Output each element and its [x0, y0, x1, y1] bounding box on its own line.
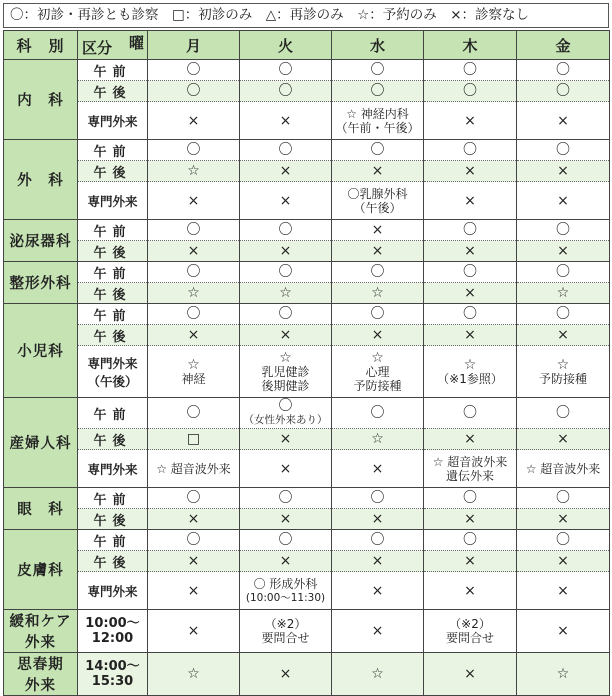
label-spec: 専門外来 — [78, 572, 148, 610]
label-am: 午前 — [78, 140, 148, 161]
cell: 〇 — [517, 304, 610, 325]
label-pm: 午後 — [78, 509, 148, 530]
cell: × — [517, 161, 610, 182]
day-mon: 月 — [148, 31, 240, 60]
cell: ☆ — [332, 283, 424, 304]
note: （※2） — [264, 617, 307, 631]
sanfu-pm-row — [4, 429, 610, 450]
shoni-pm-row — [4, 325, 610, 346]
cell: × — [517, 182, 610, 220]
cell: 〇 — [332, 488, 424, 509]
cell: × — [424, 509, 517, 530]
cell: ☆ — [332, 653, 424, 696]
day-fri: 金 — [517, 31, 610, 60]
cell — [240, 346, 332, 398]
cell: × — [424, 325, 517, 346]
shishunki-row — [4, 653, 610, 696]
cell: 〇 — [517, 81, 610, 102]
star-icon: ☆ — [463, 356, 477, 373]
label-pm: 午後 — [78, 161, 148, 182]
cell: × — [424, 283, 517, 304]
note: 遺伝外来 — [445, 468, 494, 483]
cell: × — [332, 509, 424, 530]
label-am: 午前 — [78, 398, 148, 429]
cell: × — [517, 572, 610, 610]
note: ☆ 超音波外来 — [525, 461, 601, 476]
note: ☆ 超音波外来 — [432, 454, 508, 469]
cell: × — [517, 551, 610, 572]
cell: × — [424, 102, 517, 140]
label-spec: 専門外来 — [78, 182, 148, 220]
day-wed: 水 — [332, 31, 424, 60]
cell: □ — [148, 429, 240, 450]
dept-header: 科 別 — [4, 31, 78, 60]
hinyoki-pm-row — [4, 241, 610, 262]
cell: 〇 — [517, 262, 610, 283]
schedule-table — [3, 30, 610, 696]
dept-geka: 外 科 — [4, 140, 78, 220]
time-line: 12:00 — [91, 631, 134, 646]
cell — [240, 398, 332, 429]
shoni-am-row — [4, 304, 610, 325]
cell: × — [148, 325, 240, 346]
hifu-am-row — [4, 530, 610, 551]
note: （午後） — [353, 200, 402, 215]
note: （午前・午後） — [335, 120, 420, 135]
cell: × — [517, 429, 610, 450]
cell: × — [240, 509, 332, 530]
label-line: （午後） — [87, 373, 138, 389]
cell: 〇 — [148, 304, 240, 325]
note: (10:00～11:30) — [245, 591, 326, 604]
cell: 〇 — [148, 488, 240, 509]
cell: × — [424, 161, 517, 182]
dept-line: 緩和ケア — [9, 614, 72, 630]
naika-am-row — [4, 60, 610, 81]
cell: 〇 — [148, 398, 240, 429]
cell: × — [240, 551, 332, 572]
cell: 〇 — [240, 60, 332, 81]
note: 心理 — [365, 364, 390, 379]
cell: 〇 — [424, 140, 517, 161]
dept-ganka: 眼 科 — [4, 488, 78, 530]
note: 要問合せ — [445, 631, 494, 645]
time-line: 15:30 — [91, 674, 134, 689]
dept-hinyoki: 泌尿器科 — [4, 220, 78, 262]
cell: 〇 — [332, 262, 424, 283]
time-slot — [78, 610, 148, 653]
cell: 〇 — [240, 220, 332, 241]
cell: 〇 — [424, 60, 517, 81]
cell: × — [332, 161, 424, 182]
cell: 〇 — [148, 60, 240, 81]
dept-line: 思春期 — [17, 657, 64, 673]
cell: × — [148, 572, 240, 610]
cell: × — [240, 429, 332, 450]
time-line: 14:00～ — [85, 659, 140, 674]
label-am: 午前 — [78, 530, 148, 551]
cell: × — [332, 325, 424, 346]
cell: ☆ — [517, 283, 610, 304]
cell: 〇 — [332, 530, 424, 551]
label-spec-pm — [78, 346, 148, 398]
note: 後期健診 — [261, 378, 310, 393]
cell: 〇 — [517, 220, 610, 241]
note: ☆ 神経内科 — [346, 106, 409, 121]
kubun-label: 区分 — [82, 39, 113, 57]
note: 乳児健診 — [261, 364, 310, 379]
label-am: 午前 — [78, 488, 148, 509]
cell: × — [517, 610, 610, 653]
note: 要問合せ — [261, 631, 310, 645]
cell: 〇 — [240, 530, 332, 551]
yobi-label: 曜 — [128, 34, 144, 52]
seikei-am-row — [4, 262, 610, 283]
dept-sanfu: 産婦人科 — [4, 398, 78, 488]
hifu-pm-row — [4, 551, 610, 572]
circle-icon: 〇 — [278, 398, 293, 414]
ganka-pm-row — [4, 509, 610, 530]
cell: × — [517, 509, 610, 530]
cell — [517, 346, 610, 398]
cell — [424, 450, 517, 488]
cell: 〇 — [424, 262, 517, 283]
naika-spec-row — [4, 102, 610, 140]
cell: 〇 — [332, 398, 424, 429]
dept-shishunki — [4, 653, 78, 696]
cell-plastic — [240, 572, 332, 610]
dept-line: 外来 — [25, 678, 56, 694]
cell: 〇 — [240, 304, 332, 325]
cell: 〇 — [240, 81, 332, 102]
cell: 〇 — [424, 530, 517, 551]
header-row — [4, 31, 610, 60]
geka-pm-row — [4, 161, 610, 182]
cell: 〇 — [517, 530, 610, 551]
note: （女性外来あり） — [243, 414, 328, 426]
cell: 〇 — [517, 488, 610, 509]
cell — [148, 346, 240, 398]
cell: 〇 — [148, 220, 240, 241]
cell: 〇 — [332, 81, 424, 102]
cell: × — [332, 450, 424, 488]
cell: × — [424, 551, 517, 572]
cell-neuro — [332, 102, 424, 140]
shoni-spec-row — [4, 346, 610, 398]
legend: 〇：初診・再診とも診察 □：初診のみ △：再診のみ ☆：予約のみ ×：診察なし — [3, 3, 609, 28]
geka-am-row — [4, 140, 610, 161]
dept-line: 外来 — [25, 635, 56, 651]
seikei-pm-row — [4, 283, 610, 304]
cell: × — [148, 182, 240, 220]
cell — [517, 450, 610, 488]
sanfu-am-row — [4, 398, 610, 429]
day-thu: 木 — [424, 31, 517, 60]
cell: 〇 — [517, 140, 610, 161]
cell: × — [332, 220, 424, 241]
dept-kanwa — [4, 610, 78, 653]
cell: × — [332, 610, 424, 653]
time-line: 10:00～ — [85, 616, 140, 631]
dept-naika: 内 科 — [4, 60, 78, 140]
naika-pm-row — [4, 81, 610, 102]
cell: × — [240, 182, 332, 220]
label-line: 専門外来 — [87, 355, 138, 371]
cell: ☆ — [332, 429, 424, 450]
cell: × — [332, 241, 424, 262]
cell: 〇 — [332, 304, 424, 325]
kanwa-row — [4, 610, 610, 653]
cell — [148, 450, 240, 488]
note: ☆ 超音波外来 — [156, 461, 231, 476]
cell: ☆ — [148, 653, 240, 696]
star-icon: ☆ — [556, 356, 570, 373]
cell: × — [240, 161, 332, 182]
cell: ☆ — [148, 283, 240, 304]
cell: × — [424, 653, 517, 696]
label-am: 午前 — [78, 60, 148, 81]
cell: × — [148, 610, 240, 653]
cell: ☆ — [148, 161, 240, 182]
note: 神経 — [181, 371, 206, 386]
note: （※2） — [449, 617, 491, 631]
note: 〇 形成外科 — [253, 576, 318, 591]
geka-spec-row — [4, 182, 610, 220]
label-am: 午前 — [78, 220, 148, 241]
cell: 〇 — [424, 220, 517, 241]
label-pm: 午後 — [78, 283, 148, 304]
cell: × — [148, 241, 240, 262]
cell: × — [240, 241, 332, 262]
star-icon: ☆ — [187, 356, 200, 373]
cell: ☆ — [517, 653, 610, 696]
cell: 〇 — [332, 140, 424, 161]
cell: × — [148, 551, 240, 572]
cell: 〇 — [424, 488, 517, 509]
cell: ☆ — [240, 283, 332, 304]
cell: 〇 — [240, 488, 332, 509]
note: 〇乳腺外科 — [347, 186, 408, 201]
dept-seikei: 整形外科 — [4, 262, 78, 304]
cell: × — [517, 325, 610, 346]
cell: 〇 — [517, 398, 610, 429]
cell: × — [332, 551, 424, 572]
cell: 〇 — [240, 262, 332, 283]
cell: 〇 — [424, 304, 517, 325]
label-pm: 午後 — [78, 241, 148, 262]
label-pm: 午後 — [78, 81, 148, 102]
cell-breast — [332, 182, 424, 220]
label-spec: 専門外来 — [78, 102, 148, 140]
label-spec: 専門外来 — [78, 450, 148, 488]
time-slot — [78, 653, 148, 696]
cell: × — [240, 653, 332, 696]
cell: × — [517, 241, 610, 262]
sanfu-spec-row — [4, 450, 610, 488]
ganka-am-row — [4, 488, 610, 509]
label-pm: 午後 — [78, 551, 148, 572]
cell: × — [424, 572, 517, 610]
cell: × — [424, 241, 517, 262]
cell: 〇 — [240, 140, 332, 161]
cell: 〇 — [148, 530, 240, 551]
cell: × — [148, 102, 240, 140]
note: 予防接種 — [353, 378, 402, 393]
label-am: 午前 — [78, 262, 148, 283]
cell: × — [240, 450, 332, 488]
cell: 〇 — [332, 60, 424, 81]
cell — [240, 610, 332, 653]
cell: × — [424, 182, 517, 220]
cell: 〇 — [148, 262, 240, 283]
cell: × — [517, 102, 610, 140]
label-am: 午前 — [78, 304, 148, 325]
cell: 〇 — [517, 60, 610, 81]
cell: 〇 — [148, 140, 240, 161]
note: 予防接種 — [538, 371, 587, 386]
cell: 〇 — [424, 398, 517, 429]
cell — [332, 346, 424, 398]
cell: 〇 — [148, 81, 240, 102]
cell: × — [148, 509, 240, 530]
cell: × — [332, 572, 424, 610]
hifu-spec-row — [4, 572, 610, 610]
cell — [424, 610, 517, 653]
diagonal-header — [78, 31, 148, 60]
cell: × — [240, 325, 332, 346]
hinyoki-am-row — [4, 220, 610, 241]
star-icon: ☆ — [279, 349, 292, 366]
day-tue: 火 — [240, 31, 332, 60]
cell — [424, 346, 517, 398]
cell: × — [424, 429, 517, 450]
label-pm: 午後 — [78, 429, 148, 450]
label-pm: 午後 — [78, 325, 148, 346]
cell: × — [240, 102, 332, 140]
dept-shoni: 小児科 — [4, 304, 78, 398]
note: （※1参照） — [437, 371, 503, 386]
cell: 〇 — [424, 81, 517, 102]
star-icon: ☆ — [371, 349, 384, 366]
dept-hifu: 皮膚科 — [4, 530, 78, 610]
